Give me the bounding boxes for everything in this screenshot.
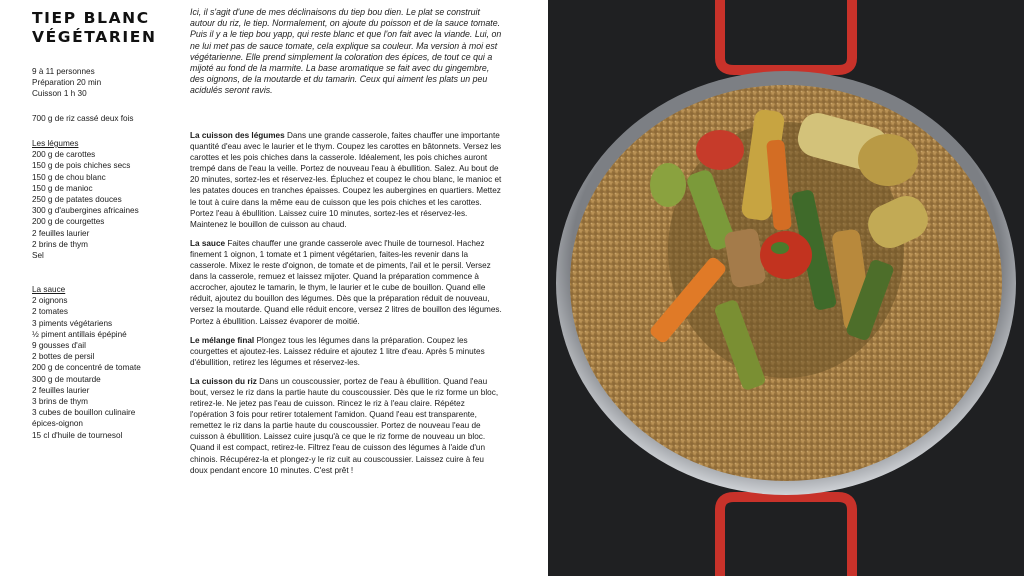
ingredient-item: 200 g de concentré de tomate xyxy=(32,363,141,373)
ingredient-item: ½ piment antillais épépiné xyxy=(32,329,127,339)
ingredient-item: 2 feuilles laurier xyxy=(32,228,90,238)
ingredient-item: 150 g de pois chiches secs xyxy=(32,161,131,171)
step-heading: La cuisson des légumes xyxy=(190,131,285,140)
ingredient-item: 3 cubes de bouillon culinaire xyxy=(32,408,136,418)
ingredient-item: 300 g de moutarde xyxy=(32,374,101,384)
rice-ingredient: 700 g de riz cassé deux fois xyxy=(32,114,134,123)
cook-time: Cuisson 1 h 30 xyxy=(32,89,87,99)
ingredient-item: 250 g de patates douces xyxy=(32,195,122,205)
prep-time: Préparation 20 min xyxy=(32,78,102,88)
ingredient-item: 2 brins de thym xyxy=(32,239,88,249)
ingredient-item: 200 g de courgettes xyxy=(32,217,105,227)
ingredient-item: 15 cl d'huile de tournesol xyxy=(32,430,123,440)
dish-illustration xyxy=(548,0,1024,576)
ingredient-item: 200 g de carottes xyxy=(32,150,96,160)
step-final-mix xyxy=(190,335,502,368)
step-text: Plongez tous les légumes dans la préparation. Coupez les courgettes et ajoutez-les. Laissez réduire et ajoutez 1 litre d'eau. Après 5 minutes d'ébullition, retirez les légumes et réservez-les. xyxy=(190,335,485,367)
ingredient-item: 9 gousses d'ail xyxy=(32,341,86,351)
ingredient-item: 300 g d'aubergines africaines xyxy=(32,206,139,216)
dish-photo xyxy=(548,0,1024,576)
servings: 9 à 11 personnes xyxy=(32,67,95,76)
step-vegetables xyxy=(190,130,502,230)
recipe-steps xyxy=(190,130,502,484)
ingredient-item: 2 bottes de persil xyxy=(32,352,95,362)
ingredients-legumes xyxy=(32,138,139,261)
ingredient-item: 3 piments végétariens xyxy=(32,318,113,328)
step-rice xyxy=(190,376,502,476)
recipe-meta xyxy=(32,66,101,100)
legumes-heading: Les légumes xyxy=(32,139,79,148)
ingredient-item: épices-oignon xyxy=(32,419,83,429)
ingredient-item: 2 tomates xyxy=(32,307,68,317)
ingredient-item: 3 brins de thym xyxy=(32,397,88,407)
title-line-2: VÉGÉTARIEN xyxy=(32,28,157,46)
ingredient-item: 150 g de chou blanc xyxy=(32,172,106,182)
ingredient-item: 2 feuilles laurier xyxy=(32,385,90,395)
recipe-title xyxy=(32,9,182,47)
sauce-heading: La sauce xyxy=(32,285,66,294)
ingredient-item: 150 g de manioc xyxy=(32,183,93,193)
ingredients-sauce xyxy=(32,284,141,441)
step-text: Faites chauffer une grande casserole avec l'huile de tournesol. Hachez finement 1 oignon, 1 tomate et 1 piment végétarien, faites-les revenir dans la casserole. Mixez le reste d'oignon, de tomate et de piments, l'ail et le persil. Versez dans la casserole, remuez et laissez mijoter. Quand la préparation commence à accrocher, ajoutez le tamarin, le thym, le laurier et le cube de bouillon. Quand elle réduit, ajoutez du bouillon des légumes. Dès que la préparation réduit de nouveau, versez la moutarde. Quand elle réduit encore, versez 2 litres de bouillon des légumes. Portez à ébullition. Laissez évaporer de moitié. xyxy=(190,238,502,326)
title-line-1: TIEP BLANC xyxy=(32,9,150,27)
step-heading: La sauce xyxy=(190,238,226,248)
ingredient-item: Sel xyxy=(32,251,44,261)
step-sauce xyxy=(190,238,502,327)
ingredient-item: 2 oignons xyxy=(32,296,68,306)
recipe-intro: Ici, il s'agit d'une de mes déclinaisons du tiep bou dien. Le plat se construit autour du riz, le tiep. Normalement, on ajoute du poisson et de la sauce tomate. Puis il y a le tiep bou yapp, qui reste blanc et que l'on fait avec la viande. Lui, on ne lui met pas de sauce tomate, cela explique sa couleur. Ma version à moi est végétarienne. Elle prend simplement la coloration des épices, de tout ce qui a mijoté au fond de la marmite. La base aromatique se fait avec du gingembre, des oignons, de la moutarde et du tamarin. Ceux qui aiment les plats un peu acidulés seront ravis. xyxy=(190,7,502,96)
step-text: Dans une grande casserole, faites chauffer une importante quantité d'eau avec le laurier et le thym. Coupez les carottes en bâtonnets. Versez les carottes et les pois chiches dans la casserole. Idéalement, les pois chiches auront trempé dans de l'eau la veille. Portez de nouveau l'eau à ébullition. Salez. Au bout de 20 minutes, sortez-les et réservez-les. Épluchez et coupez le chou blanc, le manioc et les patates douces en tranches épaisses. Coupez les aubergines en quartiers. Mettez le tout à cuire dans la même eau de cuisson que les pois chiches et les carottes. Portez l'eau à ébullition. Laissez cuire 10 minutes, sortez-les et réservez-les. Maintenez le bouillon de cuisson au chaud. xyxy=(190,131,502,229)
step-heading: Le mélange final xyxy=(190,335,255,345)
step-heading: La cuisson du riz xyxy=(190,376,257,386)
step-text: Dans un couscoussier, portez de l'eau à ébullition. Quand l'eau bout, versez le riz dans la partie haute du couscoussier. Dès que le riz forme un bloc, retirez-le. Ne jetez pas l'eau de cuisson. Rincez le riz à l'eau claire. Répétez l'opération 3 fois pour retirer totalement l'amidon. Quand l'eau est transparente, remettez le riz dans la partie haute du couscoussier. Portez de nouveau l'eau de cuisson à ébullition. Laissez cuire jusqu'à ce que le riz forme de nouveau un bloc. Quand il est compact, retirez-le. Filtrez l'eau de cuisson des légumes à l'aide d'un chinois. Récupérez-la et plongez-y le riz cuit au couscoussier. Laissez cuire à feu doux pendant encore 10 minutes. C'est prêt ! xyxy=(190,376,499,475)
